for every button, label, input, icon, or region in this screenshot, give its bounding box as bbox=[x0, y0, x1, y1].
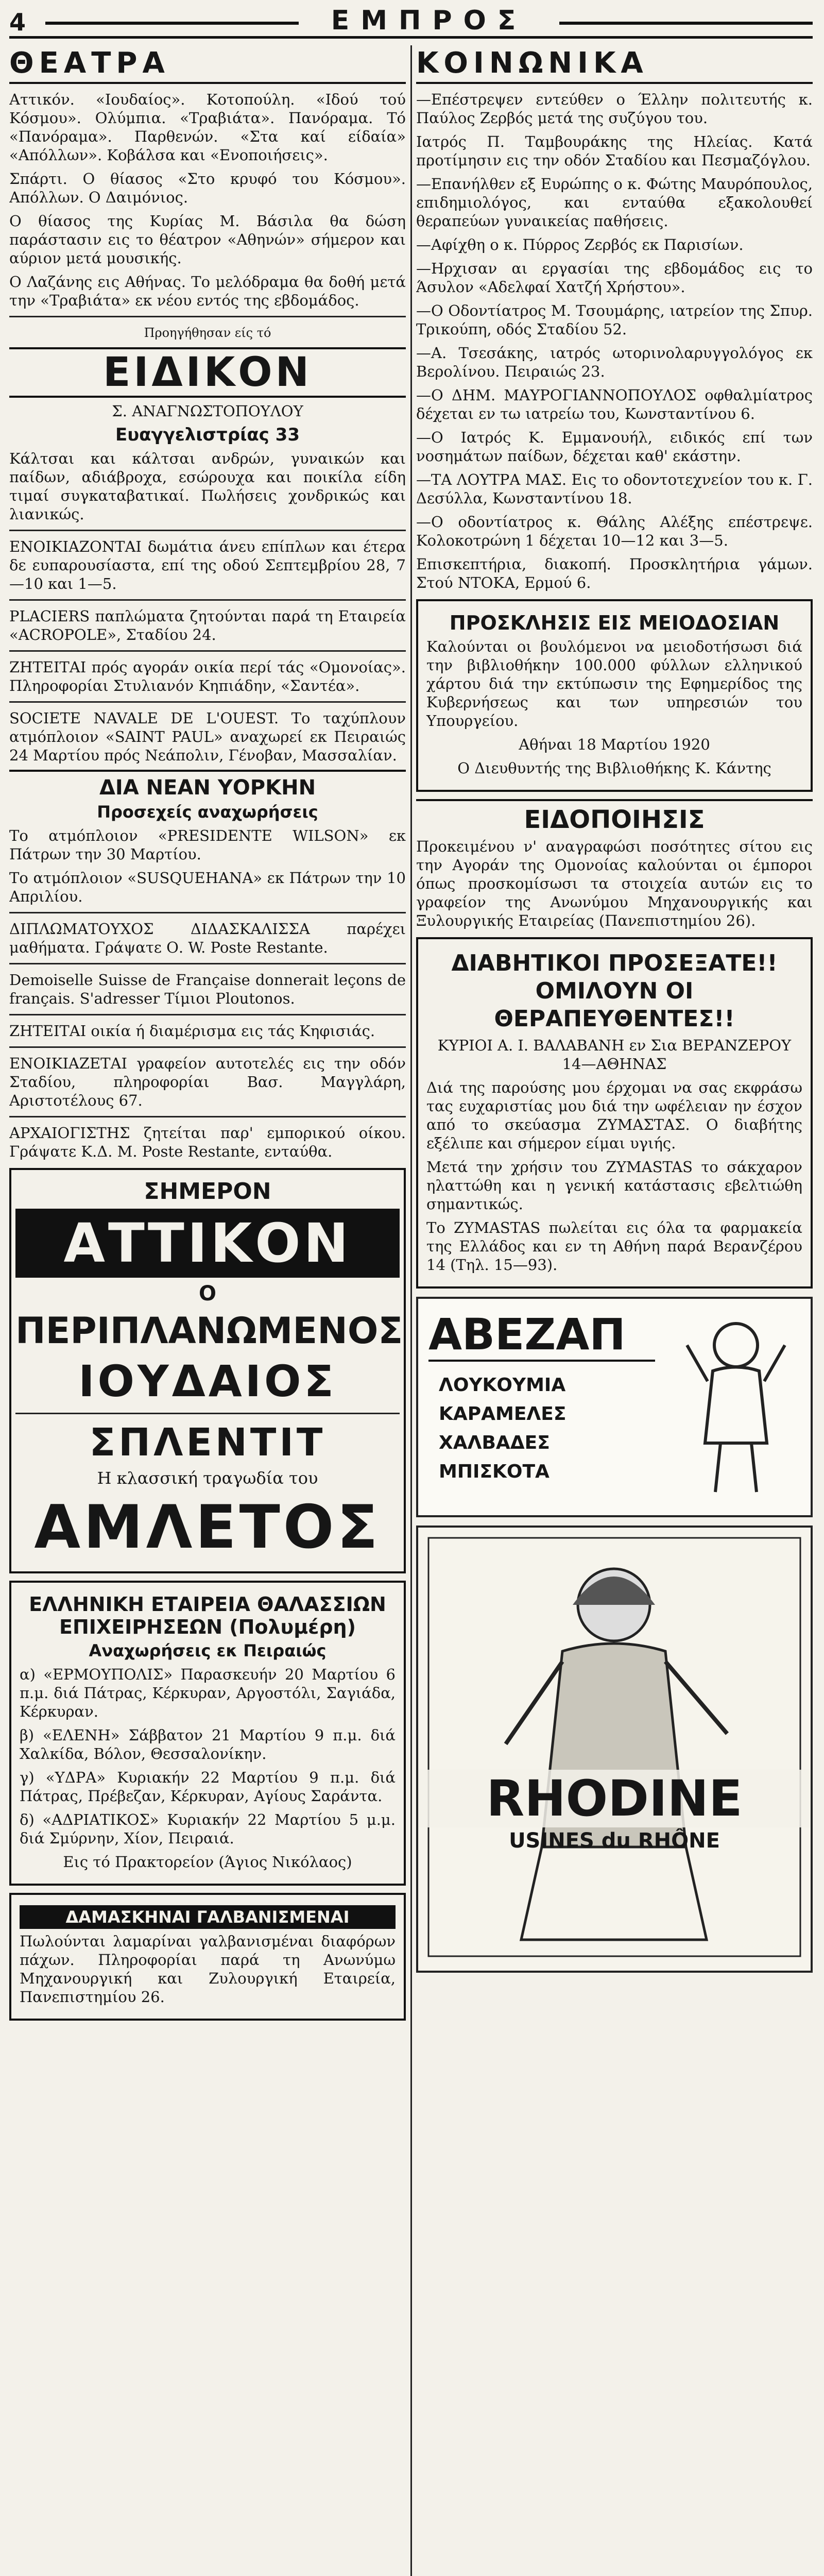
left-column bbox=[9, 45, 406, 2576]
diabetics-text: Μετά την χρήσιν του ZYMASTAS το σάκχαρον ηλαττώθη και η γενική κατάστασις εβελτιώθη σημαντικώς. bbox=[426, 1158, 802, 1213]
competition-text: Καλούνται οι βουλόμενοι να μειοδοτήσωσι διά την βιβλιοθήκην 100.000 φύλλων ελληνικού χάρτου διά την εκτύπωσιν της Εφημερίδος της Κυβερνήσεως και των υπηρεσιών του Υπουργείου. bbox=[426, 638, 802, 730]
divider bbox=[9, 530, 406, 531]
divider bbox=[9, 701, 406, 703]
competition-date: Αθήναι 18 Μαρτίου 1920 bbox=[519, 736, 710, 753]
departure: γ) «ΥΔΡΑ» Κυριακήν 22 Μαρτίου 9 π.μ. διά Πάτρας, Πρέβεζαν, Κέρκυραν, Αγίους Σαράντα. bbox=[20, 1769, 396, 1805]
ny-line: Το ατμόπλοιον «SUSQUEHANA» εκ Πάτρων την 10 Απριλίου. bbox=[9, 869, 406, 905]
eidikon-line: Κάλτσαι και κάλτσαι ανδρών, γυναικών και παίδων, αδιάβροχα, εσώρουχα και ποικίλα είδη τιμαί συγκαταβατικαί. Πωλήσεις χονδρικώς και λιανικώς. bbox=[9, 450, 406, 523]
classified: SOCIETE NAVALE DE L'OUEST. Το ταχύπλουν ατμόπλοιον «SAINT PAUL» αναχωρεί εκ Πειραιώς 24 Μαρτίου πρός Νεάπολιν, Γένοβαν, Μασσαλίαν. bbox=[9, 709, 406, 764]
rhodine-title: RHODINE bbox=[418, 1770, 811, 1827]
departure: δ) «ΑΔΡΙΑΤΙΚΟΣ» Κυριακήν 22 Μαρτίου 5 μ.μ. διά Σμύρνην, Χίον, Πειραιά. bbox=[20, 1811, 396, 1847]
header-rule-right bbox=[559, 22, 813, 25]
abezap-item: ΛΟΥΚΟΥΜΙΑ bbox=[439, 1375, 566, 1396]
page-number: 4 bbox=[9, 8, 26, 36]
notices-title: ΕΙΔΟΠΟΙΗΣΙΣ bbox=[416, 799, 813, 834]
today-label: ΣΗΜΕΡΟΝ bbox=[144, 1178, 271, 1205]
divider bbox=[9, 1116, 406, 1117]
columns bbox=[9, 45, 813, 2576]
theatre-paragraph: Αττικόν. «Ιουδαίος». Κοτοπούλη. «Ιδού τού Κόσμου». Ολύμπια. «Τραβιάτα». Πανόραμα. Τό «Πανόραμα». Παρθενών. «Στα καί είδαία» «Απόλλων». Κοβάλσα και «Ενοποιήσεις». bbox=[9, 91, 406, 164]
social-paragraph: —Ο οδοντίατρος κ. Θάλης Αλέξης επέστρεψε. Κολοκοτρώνη 1 δέχεται 10—12 και 3—5. bbox=[416, 513, 813, 549]
theatres-heading: ΘΕΑΤΡΑ bbox=[9, 45, 406, 84]
ny-line: Προσεχείς αναχωρήσεις bbox=[97, 802, 318, 822]
divider bbox=[9, 963, 406, 964]
divider bbox=[15, 1413, 400, 1414]
separator-note: Προηγήθησαν είς τό bbox=[144, 326, 271, 340]
social-paragraph: —Ο ΔΗΜ. ΜΑΥΡΟΓΙΑΝΝΟΠΟΥΛΟΣ οφθαλμίατρος δέχεται εν τω ιατρείω του, Κωνσταντίνου 6. bbox=[416, 386, 813, 422]
running-header bbox=[9, 5, 813, 39]
social-paragraph: —Ηρχισαν αι εργασίαι της εβδομάδος εις το Άσυλον «Αδελφαί Χατζή Χρήστου». bbox=[416, 260, 813, 296]
galvanized-title: ΔΑΜΑΣΚΗΝΑΙ ΓΑΛΒΑΝΙΣΜΕΝΑΙ bbox=[20, 1905, 396, 1929]
competition-notice bbox=[416, 599, 813, 792]
ny-line: Το ατμόπλοιον «PRESIDENTE WILSON» εκ Πάτρων την 30 Μαρτίου. bbox=[9, 827, 406, 863]
classified: ΔΙΠΛΩΜΑΤΟΥΧΟΣ ΔΙΔΑΣΚΑΛΙΣΣΑ παρέχει μαθήματα. Γράψατε Ο. W. Poste Restante. bbox=[9, 920, 406, 956]
classified: ΖΗΤΕΙΤΑΙ οικία ή διαμέρισμα εις τάς Κηφισιάς. bbox=[9, 1022, 375, 1040]
divider bbox=[9, 650, 406, 652]
competition-sign: Ο Διευθυντής της Βιβλιοθήκης Κ. Κάντης bbox=[457, 759, 771, 777]
departure: β) «ΕΛΕΝΗ» Σάββατον 21 Μαρτίου 9 π.μ. διά Χαλκίδα, Βόλον, Θεσσαλονίκην. bbox=[20, 1726, 396, 1762]
hamlet-title: ΑΜΛΕΤΟΣ bbox=[34, 1493, 381, 1562]
abezap-item: ΜΠΙΣΚΟΤΑ bbox=[439, 1461, 550, 1482]
column-divider bbox=[410, 45, 412, 2576]
new-york-heading: ΔΙΑ ΝΕΑΝ ΥΟΡΚΗΝ bbox=[9, 770, 406, 800]
attikon-title: ΑΤΤΙΚΟΝ bbox=[15, 1209, 400, 1278]
woman-illustration-icon bbox=[418, 1528, 811, 1967]
social-paragraph: —ΤΑ ΛΟΥΤΡΑ ΜΑΣ. Εις το οδοντοτεχνείον του κ. Γ. Δεσύλλα, Κωνσταντίνου 18. bbox=[416, 471, 813, 507]
classified: Demoiselle Suisse de Française donnerait leçons de français. S'adresser Τίμιοι Ploutonos. bbox=[9, 971, 406, 1007]
abezap-ad bbox=[416, 1297, 813, 1517]
diabetics-text: Διά της παρούσης μου έρχομαι να σας εκφράσω τας ευχαριστίας μου διά την ωφέλειαν ην έσχον από το σκεύασμα ΖΥΜΑΣΤΑΣ. Ο διαβήτης εξέλιπε και σήμερον είμαι υγιής. bbox=[426, 1079, 802, 1152]
divider bbox=[9, 1046, 406, 1048]
rhodine-ad bbox=[416, 1526, 813, 1973]
divider bbox=[9, 1014, 406, 1015]
social-heading: ΚΟΙΝΩΝΙΚΑ bbox=[416, 45, 813, 84]
galvanized-text: Πωλούνται λαμαρίναι γαλβανισμέναι διαφόρων πάχων. Πληροφορίαι παρά τη Ανωνύμω Μηχανουργική και Ζυλουργική Εταιρεία, Πανεπιστημίου 26. bbox=[20, 1933, 396, 2006]
splendid-title: ΣΠΛΕΝΤΙΤ bbox=[89, 1420, 326, 1465]
rhodine-sub: USINES du RHÔNE bbox=[509, 1829, 720, 1853]
abezap-item: ΧΑΛΒΑΔΕΣ bbox=[439, 1432, 550, 1453]
classified: ΕΝΟΙΚΙΑΖΕΤΑΙ γραφείον αυτοτελές εις την οδόν Σταδίου, πληροφορίαι Βασ. Μαγγλάρη, Αριστοτέλους 67. bbox=[9, 1055, 406, 1109]
departure: Εις τό Πρακτορείον (Άγιος Νικόλαος) bbox=[63, 1853, 352, 1871]
departures-title: Αναχωρήσεις εκ Πειραιώς bbox=[89, 1641, 327, 1660]
divider bbox=[9, 599, 406, 601]
jew-title: ΙΟΥΔΑΙΟΣ bbox=[78, 1356, 337, 1406]
diabetics-text: Το ZYMASTAS πωλείται εις όλα τα φαρμακεία της Ελλάδος και εν τη Αθήνη παρά Βερανζέρου 14 (Τηλ. 15—93). bbox=[426, 1219, 802, 1274]
theatre-paragraph: Ο Λαζάνης εις Αθήνας. Το μελόδραμα θα δοθή μετά την «Τραβιάτα» εκ νέου εντός της εβδομάδος. bbox=[9, 273, 406, 309]
diabetics-ad bbox=[416, 937, 813, 1289]
galvanized-sheets-ad bbox=[9, 1893, 406, 2021]
divider bbox=[9, 316, 406, 317]
divider bbox=[9, 912, 406, 913]
competition-title: ΠΡΟΣΚΛΗΣΙΣ ΕΙΣ ΜΕΙΟΔΟΣΙΑΝ bbox=[449, 612, 780, 634]
abezap-items bbox=[439, 1371, 634, 1486]
classified: ΑΡΧΑΙΟΓΙΣΤΗΣ ζητείται παρ' εμπορικού οίκου. Γράψατε Κ.Δ. Μ. Poste Restante, ενταύθα. bbox=[9, 1124, 406, 1160]
social-paragraph: —Ο Ιατρός Κ. Εμμανουήλ, ειδικός επί των νοσημάτων παίδων, δέχεται καθ' εκάστην. bbox=[416, 429, 813, 465]
classified: ΕΝΟΙΚΙΑΖΟΝΤΑΙ δωμάτια άνευ επίπλων και έτερα δε ευπαρουσίαστα, επί της οδού Σεπτεμβρίου 28, 7—10 και 1—5. bbox=[9, 538, 406, 592]
theatre-ad bbox=[9, 1168, 406, 1573]
notices-text: Προκειμένου ν' αναγραφώσι ποσότητες σίτου εις την Αγοράν της Ομονοίας καλούνται οι έμποροι όπως προσκομίσωσι τα στοιχεία αυτών εις το γραφείον της Ανωνύμου Μηχανουργικής και Ξυλουργικής Εταιρείας (Πανεπιστημίου 26). bbox=[416, 838, 813, 929]
header-rule-left bbox=[45, 22, 299, 25]
wandering-title: ΠΕΡΙΠΛΑΝΩΜΕΝΟΣ bbox=[15, 1310, 403, 1352]
child-figure-icon bbox=[677, 1314, 795, 1500]
diabetics-title: ΔΙΑΒΗΤΙΚΟΙ ΠΡΟΣΕΞΑΤΕ!! ΟΜΙΛΟΥΝ ΟΙ ΘΕΡΑΠΕΥΘΕΝΤΕΣ!! bbox=[451, 950, 778, 1032]
classified: PLACIERS παπλώματα ζητούνται παρά τη Εταιρεία «ACROPOLE», Σταδίου 24. bbox=[9, 607, 406, 643]
social-paragraph: —Ο Οδοντίατρος Μ. Τσουμάρης, ιατρείον της Σπυρ. Τρικούπη, οδός Σταδίου 52. bbox=[416, 302, 813, 338]
social-paragraph: —Α. Τσεσάκης, ιατρός ωτορινολαρυγγολόγος εκ Βερολίνου. Πειραιώς 23. bbox=[416, 344, 813, 380]
abezap-title: ΑΒΕΖΑΠ bbox=[428, 1309, 655, 1362]
theatre-paragraph: Ο θίασος της Κυρίας Μ. Βάσιλα θα δώση παράστασιν εις το θέατρον «Αθηνών» σήμερον και αύριον μετά μουσικής. bbox=[9, 212, 406, 267]
paper-name: ΕΜΠΡΟΣ bbox=[331, 5, 527, 36]
newspaper-page bbox=[9, 5, 813, 2576]
diabetics-sub: ΚΥΡΙΟΙ Α. Ι. ΒΑΛΑΒΑΝΗ εν Σια ΒΕΡΑΝΖΕΡΟΥ 14—ΑΘΗΝΑΣ bbox=[437, 1037, 792, 1073]
eidikon-title: ΕΙΔΙΚΟΝ bbox=[9, 347, 406, 398]
right-column bbox=[416, 45, 813, 2576]
shipping-company-ad bbox=[9, 1581, 406, 1886]
eidikon-line: Ευαγγελιστρίας 33 bbox=[115, 425, 300, 445]
theatre-paragraph: Σπάρτι. Ο θίασος «Στο κρυφό του Κόσμου». Απόλλων. Ο Δαιμόνιος. bbox=[9, 170, 406, 206]
company-title: ΕΛΛΗΝΙΚΗ ΕΤΑΙΡΕΙΑ ΘΑΛΑΣΣΙΩΝ ΕΠΙΧΕΙΡΗΣΕΩΝ (Πολυμέρη) bbox=[29, 1593, 386, 1638]
social-paragraph: —Επέστρεψεν εντεύθεν ο Έλλην πολιτευτής κ. Παύλος Ζερβός μετά της συζύγου του. bbox=[416, 91, 813, 127]
social-paragraph: Ιατρός Π. Ταμβουράκης της Ηλείας. Κατά προτίμησιν εις την οδόν Σταδίου και Πεσμαζόγλου. bbox=[416, 133, 813, 169]
classified: ΖΗΤΕΙΤΑΙ πρός αγοράν οικία περί τάς «Ομονοίας». Πληροφορίαι Στυλιανόν Κηπιάδην, «Σαντέα». bbox=[9, 658, 406, 694]
o-word: Ο bbox=[198, 1282, 216, 1306]
social-paragraph: —Επανήλθεν εξ Ευρώπης ο κ. Φώτης Μαυρόπουλος, επιδημιολόγος, και ενταύθα εξακολουθεί θεραπεύων γυναικείας παθήσεις. bbox=[416, 175, 813, 230]
social-paragraph: —Αφίχθη ο κ. Πύρρος Ζερβός εκ Παρισίων. bbox=[416, 236, 744, 253]
social-paragraph: Επισκεπτήρια, διακοπή. Προσκλητήρια γάμων. Στού ΝΤΟΚΑ, Ερμού 6. bbox=[416, 555, 813, 591]
departure: α) «ΕΡΜΟΥΠΟΛΙΣ» Παρασκευήν 20 Μαρτίου 6 π.μ. διά Πάτρας, Κέρκυραν, Αργοστόλι, Σαγιάδα, Κέρκυραν. bbox=[20, 1666, 396, 1720]
abezap-item: ΚΑΡΑΜΕΛΕΣ bbox=[439, 1403, 566, 1425]
tragedy-line: Η κλασσική τραγωδία του bbox=[97, 1468, 318, 1488]
eidikon-line: Σ. ΑΝΑΓΝΩΣΤΟΠΟΥΛΟΥ bbox=[112, 402, 303, 420]
